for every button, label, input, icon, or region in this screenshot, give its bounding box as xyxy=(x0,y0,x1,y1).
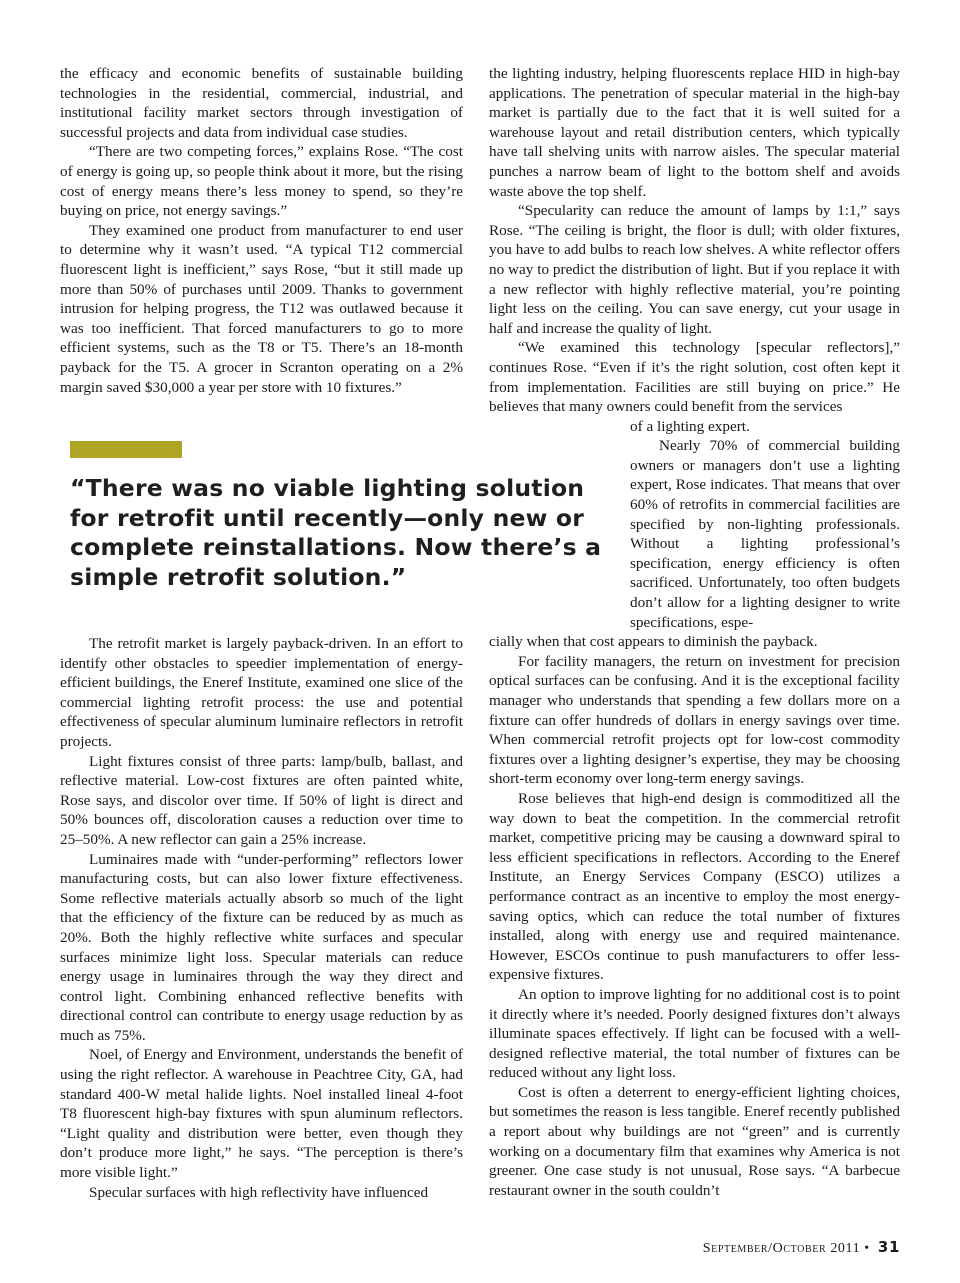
paragraph: The retrofit market is largely payback-driven. In an effort to identify other obstacles to speedier implementation of energy-efficient buildings, the Eneref Institute, examined one slice of the commercial lighting retrofit process: the use and potential effectiveness of specular aluminum luminaire reflectors in retrofit projects. xyxy=(60,635,463,750)
paragraph: “Specularity can reduce the amount of lamps by 1:1,” says Rose. “The ceiling is bright, the floor is dull; with older fixtures, you have to add bulbs to reach low shelves. A white reflector offers no way to predict the distribution of light. But if you replace it with a new reflector with highly reflective material, you’re pointing light less on the ceiling. You can save energy, cut your usage in half and increase the quality of light. xyxy=(489,202,900,337)
paragraph: Rose believes that high-end design is commoditized all the way down to beat the competition. In the commercial retrofit market, competitive pricing may be causing a downward spiral to less efficient specifications in reflectors. According to the Eneref Institute, an Energy Services Company (ESCO) utilizes a performance contract as an incentive to employ the most energy-saving optics, which can reduce the total number of fixtures installed, along with energy use and required maintenance. However, ESCOs continue to push manufacturers to offer less-expensive fixtures. xyxy=(489,789,900,984)
issue-date: September/October 2011 • xyxy=(702,1241,870,1256)
pull-quote: “There was no viable lighting solution for retrofit until recently—only new or complete reinstallations. Now there’s a simple retrofit solution.” xyxy=(70,474,602,591)
paragraph: the efficacy and economic benefits of sustainable building technologies in the residential, commercial, industrial, and institutional facility market sectors through investigation of successful projects and data from individual case studies. xyxy=(60,65,463,141)
paragraph: Luminaires made with “under-performing” reflectors lower manufacturing costs, but can also lower fixture effectiveness. Some reflective materials actually absorb so much of the light that the efficiency of the fixture can be reduced by as much as 20%. Both the highly reflective white surfaces and specular surfaces minimize light loss. Specular materials can reduce energy usage in luminaires through the way they direct and control light. Combining enhanced reflective benefits with directional control can contribute to energy usage reduction by as much as 75%. xyxy=(60,850,463,1044)
paragraph: Noel, of Energy and Environment, understands the benefit of using the right reflector. A warehouse in Peachtree City, GA, had standard 400-W metal halide lights. Noel installed lineal 4-foot T8 fluorescent high-bay fixtures with spun aluminum reflectors. “Light quality and distribution were better, even though they don’t produce more light,” he says. “The perception is there’s more visible light.” xyxy=(60,1046,463,1182)
paragraph: Cost is often a deterrent to energy-efficient lighting choices, but sometimes the reason is less tangible. Eneref recently published a report about why buildings are not “green” and is currently working on a documentary film that examines why America is not greener. One case study is not unusual, Rose says. “A barbecue restaurant owner in the south couldn’t xyxy=(489,1083,900,1199)
paragraph: An option to improve lighting for no additional cost is to point it directly where it’s needed. Poorly designed fixtures don’t always illuminate spaces effectively. If light can be focused with a well-designed reflective material, the total number of fixtures can be reduced without any light loss. xyxy=(489,985,900,1082)
paragraph: “We examined this technology [specular reflectors],” continues Rose. “Even if it’s the right solution, cost often kept it from implementation. Facilities are still buying on price.” He believes that many owners could benefit from the services xyxy=(489,339,900,416)
paragraph: They examined one product from manufacturer to end user to determine why it wasn’t used. “A typical T12 commercial fluorescent light is inefficient,” says Rose, “but it still made up more than 50% of purchases until 2009. Thanks to government intrusion for helping progress, the T12 was outlawed because it was too inefficient. That forced manufacturers to go to more efficient systems, such as the T8 or T5. There’s an 18-month payback for the T5. A grocer in Scranton operating on a 2% margin saved $30,000 a year per store with 10 fixtures.” xyxy=(60,221,463,396)
page-footer xyxy=(703,1238,900,1257)
page-number: 31 xyxy=(877,1238,900,1256)
paragraph: Specular surfaces with high reflectivity have influenced xyxy=(89,1183,429,1201)
pull-quote-accent-bar xyxy=(70,441,182,458)
paragraph: “There are two competing forces,” explains Rose. “The cost of energy is going up, so people think about it more, but the rising cost of energy means there’s less money to spend, so they’re buying on price, not energy savings.” xyxy=(60,143,463,220)
paragraph: Light fixtures consist of three parts: lamp/bulb, ballast, and reflective material. Low-cost fixtures are often painted white, Rose says, and discolor over time. If 50% of light is direct and 50% bounces off, discoloration causes a reduction over time to 25–50%. A new reflector can gain a 25% increase. xyxy=(60,752,463,848)
paragraph: For facility managers, the return on investment for precision optical surfaces can be confusing. And it is the exceptional facility manager who understands that spending a few dollars more on a fixture can offer hundreds of dollars in energy savings over time. When commercial retrofit projects opt for low-cost commodity fixtures over a lighting designer’s expertise, they may be choosing short-term economy over long-term energy savings. xyxy=(489,652,900,788)
paragraph: the lighting industry, helping fluorescents replace HID in high-bay applications. The penetration of specular material in the high-bay market is partially due to the fact that it is well suited for a warehouse layout and retail distribution centers, which typically have tall shelving units with narrow aisles. The specular material punches a narrow beam of light to the bottom shelf and avoids waste above the top shelf. xyxy=(489,65,900,200)
paragraph: cially when that cost appears to diminish the payback. xyxy=(489,633,818,651)
left-column-bottom xyxy=(60,634,463,1202)
paragraph: of a lighting expert. xyxy=(630,417,750,435)
left-column-top xyxy=(60,64,463,397)
paragraph: Nearly 70% of commercial building owners or managers don’t use a lighting expert, Rose indicates. That means that over 60% of retrofits in commercial facilities are specified by non-lighting professionals. Without a lighting professional’s specification, energy efficiency is often sacrificed. Unfortunately, too often budgets don’t allow for a lighting designer to write specifications, espe- xyxy=(630,437,900,631)
right-column xyxy=(489,64,900,1200)
